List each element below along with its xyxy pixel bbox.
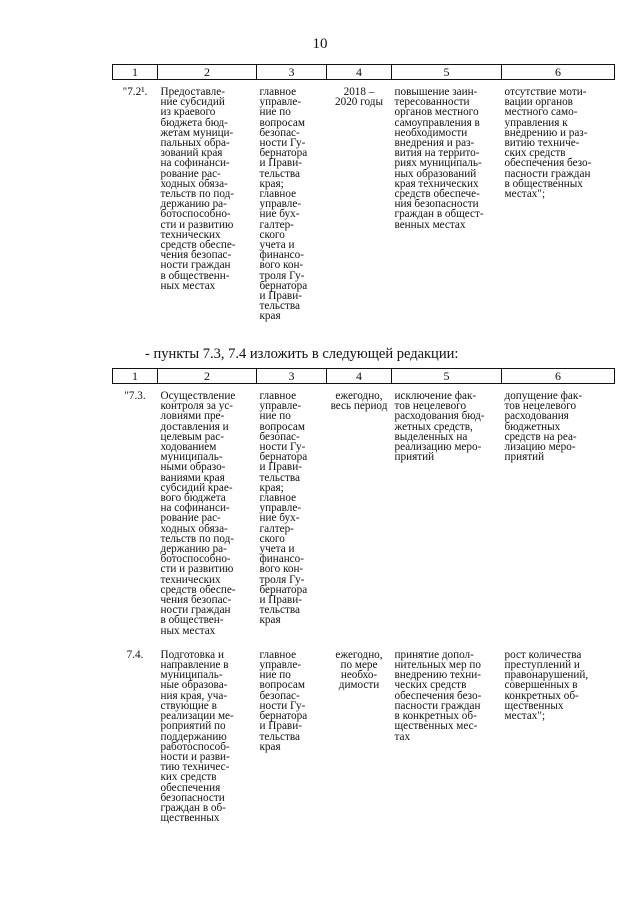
text-line: контроля за ус-	[160, 400, 234, 413]
text-line: тельства	[259, 167, 300, 180]
text-line: ского	[259, 228, 285, 241]
text-line: ваниями края	[160, 471, 225, 484]
text-line: доставления и	[160, 420, 229, 433]
text-line: муниципаль-	[160, 451, 223, 464]
text-line: 2020 годы	[335, 96, 383, 109]
text-line: граждан в об-	[160, 801, 226, 814]
text-line: края	[259, 310, 281, 323]
text-line: из краевого	[160, 106, 216, 119]
text-line: вого бюджета	[160, 492, 226, 505]
text-line: безопас-	[259, 689, 300, 702]
text-line: ботоспособно-	[160, 553, 231, 566]
column-number-1: 1	[113, 369, 158, 384]
text-line: внедрению и раз-	[504, 126, 588, 139]
text-line: допущение фак-	[504, 390, 583, 402]
text-line: обеспечения	[160, 781, 221, 794]
text-line: в конкретных об-	[394, 710, 477, 723]
measure-name	[158, 636, 257, 823]
text-line: роприятий по	[160, 720, 226, 733]
text-line: лизацию меро-	[504, 441, 576, 454]
text-line: ние бух-	[259, 208, 300, 221]
text-line: ходных обяза-	[160, 522, 228, 535]
column-number-4: 4	[327, 65, 392, 80]
text-line: безопасности	[160, 791, 225, 804]
text-line: бернатора	[259, 583, 308, 596]
text-line: учета и	[259, 239, 295, 252]
text-line: ние субсидий	[160, 96, 225, 109]
text-line: в обществен-	[160, 614, 224, 627]
text-line: местах";	[504, 710, 546, 723]
item-number: 7.4.	[126, 648, 144, 661]
text-line: ных образований	[394, 167, 477, 180]
text-line: технических	[160, 228, 221, 241]
page-number: 10	[312, 36, 328, 52]
text-line: бернатора	[259, 279, 308, 292]
text-line: ных местах	[160, 279, 216, 292]
text-line: вого кон-	[259, 563, 304, 576]
text-line: ности Гу-	[259, 441, 306, 454]
column-number-3: 3	[257, 369, 327, 384]
table-row	[113, 80, 615, 322]
text-line: совершенных в	[504, 679, 578, 692]
text-line: ности граждан	[160, 259, 231, 272]
text-line: бернатора	[259, 451, 308, 464]
text-line: венных местах	[394, 218, 466, 231]
text-line: рост количества	[504, 648, 582, 661]
text-line: ходных обяза-	[160, 177, 228, 190]
text-line: повышение заин-	[394, 86, 478, 98]
text-line: щественных	[160, 812, 220, 825]
text-line: ния безопасности	[394, 198, 479, 211]
text-line: ние по	[259, 669, 291, 682]
text-line: главное	[259, 648, 297, 661]
text-line: граждан в общест-	[394, 208, 484, 221]
text-line: средств обеспе-	[160, 239, 236, 252]
text-line: внедрению техни-	[394, 669, 481, 682]
text-line: края;	[259, 177, 284, 190]
text-line: тах	[394, 730, 411, 743]
text-line: весь период	[330, 400, 388, 413]
implementation-period	[327, 636, 392, 823]
text-line: края	[259, 614, 281, 627]
measures-table-1	[112, 64, 615, 322]
text-line: муниципаль-	[160, 669, 223, 682]
text-line: необходимости	[394, 126, 468, 139]
text-line: ходованием	[160, 441, 217, 454]
text-line: тельства	[259, 730, 300, 743]
text-line: преступлений и	[504, 659, 580, 672]
text-line: чения безопас-	[160, 249, 232, 262]
text-line: держанию ра-	[160, 543, 227, 556]
column-number-2: 2	[158, 65, 257, 80]
text-line: зований края	[160, 147, 223, 160]
text-line: тов нецелевого	[394, 400, 467, 413]
item-number: "7.2¹.	[122, 86, 148, 98]
text-line: на софинанси-	[160, 502, 230, 515]
text-line: реализацию меро-	[394, 441, 482, 454]
text-line: ствующие в	[160, 699, 217, 712]
table-header-row	[113, 65, 615, 80]
text-line: троля Гу-	[259, 269, 305, 282]
text-line: щественных мес-	[394, 720, 478, 733]
text-line: управле-	[259, 659, 302, 672]
text-line: в общественных	[504, 177, 583, 190]
text-line: управле-	[259, 502, 302, 515]
text-line: направление в	[160, 659, 229, 672]
text-line: жетам муници-	[160, 126, 234, 139]
text-line: края;	[259, 481, 284, 494]
text-line: тельств по под-	[160, 532, 235, 545]
text-line: ского	[259, 532, 285, 545]
responsible-executor	[257, 384, 327, 636]
text-line: края технических	[394, 177, 479, 190]
text-line: субсидий крае-	[160, 481, 233, 494]
column-number-6: 6	[502, 65, 615, 80]
text-line: главное	[259, 188, 297, 201]
text-line: ние бух-	[259, 512, 300, 525]
text-line: ности и разви-	[160, 750, 230, 763]
text-line: отсутствие моти-	[504, 86, 587, 98]
text-line: ными образо-	[160, 461, 226, 474]
text-line: тельств по под-	[160, 188, 235, 201]
text-line: обеспечения безо-	[504, 157, 592, 170]
text-line: местного само-	[504, 106, 578, 119]
text-line: управления к	[504, 116, 568, 129]
text-line: ние по	[259, 106, 291, 119]
text-line: пальных обра-	[160, 137, 230, 150]
text-line: галтер-	[259, 522, 294, 535]
text-line: безопас-	[259, 126, 300, 139]
text-line: ности граждан	[160, 604, 231, 617]
implementation-period	[327, 80, 392, 322]
text-line: ческих средств	[394, 679, 467, 692]
text-line: вопросам	[259, 420, 305, 433]
text-line: пасности граждан	[504, 167, 591, 180]
text-line: тересованности	[394, 96, 470, 109]
text-line: внедрения и раз-	[394, 137, 475, 150]
text-line: вопросам	[259, 679, 305, 692]
text-line: приятий	[394, 451, 435, 464]
measures-table-2	[112, 368, 615, 823]
text-line: тельства	[259, 300, 300, 313]
text-line: вого кон-	[259, 259, 304, 272]
text-line: пасности граждан	[394, 699, 481, 712]
text-line: в общественн-	[160, 269, 230, 282]
text-line: димости	[338, 679, 380, 692]
measure-name	[158, 384, 257, 636]
text-line: тельства	[259, 471, 300, 484]
text-line: главное	[259, 86, 297, 98]
text-line: реализации ме-	[160, 710, 234, 723]
text-line: и Прави-	[259, 290, 302, 303]
item-number: "7.3.	[124, 390, 146, 402]
text-line: поддержанию	[160, 730, 227, 743]
text-line: на софинанси-	[160, 157, 230, 170]
text-line: исключение фак-	[394, 390, 477, 402]
text-line: необхо-	[340, 669, 378, 682]
text-line: и Прави-	[259, 594, 302, 607]
text-line: приятий	[504, 451, 545, 464]
text-line: и Прави-	[259, 720, 302, 733]
text-line: ных местах	[160, 624, 216, 637]
text-line: самоуправления в	[394, 116, 480, 129]
column-number-4: 4	[327, 369, 392, 384]
text-line: управле-	[259, 400, 302, 413]
text-line: бернатора	[259, 710, 308, 723]
text-line: нительных мер по	[394, 659, 481, 672]
text-line: жетных средств,	[394, 420, 473, 433]
text-line: ности Гу-	[259, 137, 306, 150]
text-line: правонарушений,	[504, 669, 589, 682]
text-line: сти и развитию	[160, 563, 234, 576]
text-line: финансо-	[259, 553, 304, 566]
text-line: ботоспособно-	[160, 208, 231, 221]
text-line: ные образова-	[160, 679, 228, 692]
text-line: главное	[259, 390, 297, 402]
text-line: рование рас-	[160, 167, 221, 180]
text-line: вития на террито-	[394, 147, 480, 160]
text-line: органов местного	[394, 106, 479, 119]
text-line: держанию ра-	[160, 198, 227, 211]
text-line: технических	[160, 573, 221, 586]
text-line: щественных	[504, 699, 564, 712]
column-number-2: 2	[158, 369, 257, 384]
text-line: ние по	[259, 410, 291, 423]
text-line: управле-	[259, 198, 302, 211]
table-row	[113, 384, 615, 636]
text-line: рование рас-	[160, 512, 221, 525]
text-line: троля Гу-	[259, 573, 305, 586]
table-row	[113, 636, 615, 823]
text-line: средств обеспече-	[394, 188, 480, 201]
expected-result	[392, 636, 502, 823]
text-line: средств на реа-	[504, 430, 577, 443]
text-line: ния края, уча-	[160, 689, 228, 702]
text-line: тов нецелевого	[504, 400, 577, 413]
consequences	[502, 636, 615, 823]
consequences	[502, 384, 615, 636]
text-line: расходования	[504, 410, 569, 423]
text-line: учета и	[259, 543, 295, 556]
text-line: расходования бюд-	[394, 410, 485, 423]
text-line: ности Гу-	[259, 699, 306, 712]
text-line: бюджетных	[504, 420, 561, 433]
text-line: принятие допол-	[394, 648, 474, 661]
text-line: и Прави-	[259, 157, 302, 170]
text-line: финансо-	[259, 249, 304, 262]
text-line: выделенных на	[394, 430, 468, 443]
text-line: ловиями пре-	[160, 410, 225, 423]
expected-result	[392, 384, 502, 636]
text-line: целевым рас-	[160, 430, 224, 443]
text-line: местах";	[504, 188, 546, 201]
column-number-5: 5	[392, 65, 502, 80]
column-number-1: 1	[113, 65, 158, 80]
text-line: вации органов	[504, 96, 573, 109]
text-line: безопас-	[259, 430, 300, 443]
consequences	[502, 80, 615, 322]
column-number-6: 6	[502, 369, 615, 384]
text-line: Подготовка и	[160, 648, 224, 661]
text-line: работоспособ-	[160, 740, 230, 753]
text-line: витию техниче-	[504, 137, 580, 150]
text-line: края	[259, 740, 281, 753]
column-number-3: 3	[257, 65, 327, 80]
text-line: обеспечения безо-	[394, 689, 482, 702]
text-line: ежегодно,	[335, 390, 383, 402]
text-line: сти и развитию	[160, 218, 234, 231]
text-line: средств обеспе-	[160, 583, 236, 596]
measure-name	[158, 80, 257, 322]
text-line: главное	[259, 492, 297, 505]
text-line: по мере	[340, 659, 378, 672]
expected-result	[392, 80, 502, 322]
text-line: тельства	[259, 604, 300, 617]
text-line: риях муниципаль-	[394, 157, 482, 170]
amendment-phrase: - пункты 7.3, 7.4 изложить в следующей редакции:	[145, 346, 459, 362]
text-line: Предоставле-	[160, 86, 225, 98]
responsible-executor	[257, 636, 327, 823]
text-line: бернатора	[259, 147, 308, 160]
text-line: и Прави-	[259, 461, 302, 474]
implementation-period	[327, 384, 392, 636]
column-number-5: 5	[392, 369, 502, 384]
text-line: ежегодно,	[335, 648, 383, 661]
text-line: чения безопас-	[160, 594, 232, 607]
text-line: бюджета бюд-	[160, 116, 228, 129]
text-line: ких средств	[160, 771, 217, 784]
text-line: вопросам	[259, 116, 305, 129]
text-line: галтер-	[259, 218, 294, 231]
text-line: управле-	[259, 96, 302, 109]
responsible-executor	[257, 80, 327, 322]
text-line: ских средств	[504, 147, 566, 160]
text-line: 2018 –	[343, 86, 375, 98]
text-line: тию техничес-	[160, 761, 230, 774]
text-line: конкретных об-	[504, 689, 579, 702]
table-header-row	[113, 369, 615, 384]
text-line: Осуществление	[160, 390, 236, 402]
